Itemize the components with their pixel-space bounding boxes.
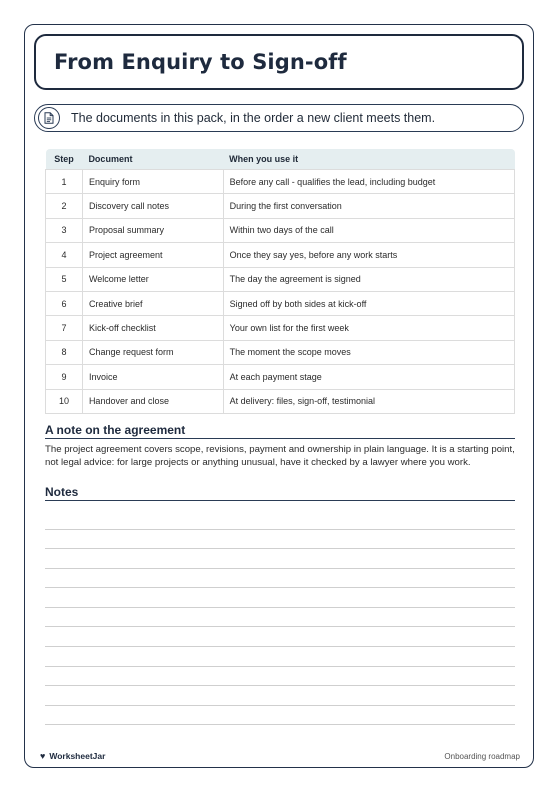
- step-number: 3: [46, 218, 83, 242]
- document-name: Enquiry form: [82, 170, 223, 194]
- document-name: Welcome letter: [82, 267, 223, 291]
- heart-icon: ♥: [40, 751, 46, 761]
- column-header-document: Document: [82, 149, 223, 170]
- usage-timing: The day the agreement is signed: [223, 267, 514, 291]
- note-line: [45, 548, 515, 549]
- note-line: [45, 666, 515, 667]
- usage-timing: The moment the scope moves: [223, 340, 514, 364]
- step-number: 9: [46, 365, 83, 389]
- notes-heading: Notes: [45, 485, 515, 501]
- table-row: [46, 267, 515, 291]
- step-number: 6: [46, 291, 83, 315]
- usage-timing: At each payment stage: [223, 365, 514, 389]
- usage-timing: Before any call - qualifies the lead, including budget: [223, 170, 514, 194]
- note-line: [45, 568, 515, 569]
- document-name: Project agreement: [82, 243, 223, 267]
- step-number: 4: [46, 243, 83, 267]
- usage-timing: Within two days of the call: [223, 218, 514, 242]
- note-line: [45, 607, 515, 608]
- column-header-when: When you use it: [223, 149, 514, 170]
- note-line: [45, 529, 515, 530]
- footer-brand: [40, 751, 105, 761]
- step-number: 8: [46, 340, 83, 364]
- step-number: 1: [46, 170, 83, 194]
- document-name: Proposal summary: [82, 218, 223, 242]
- usage-timing: Once they say yes, before any work starts: [223, 243, 514, 267]
- usage-timing: Your own list for the first week: [223, 316, 514, 340]
- table-row: [46, 316, 515, 340]
- documents-table: [45, 149, 515, 414]
- note-line: [45, 587, 515, 588]
- title-banner: [34, 34, 524, 90]
- table-row: [46, 365, 515, 389]
- table-row: [46, 340, 515, 364]
- document-name: Change request form: [82, 340, 223, 364]
- intro-text: The documents in this pack, in the order a new client meets them.: [71, 111, 436, 125]
- note-line: [45, 646, 515, 647]
- note-line: [45, 685, 515, 686]
- note-line: [45, 705, 515, 706]
- agreement-note-text: The project agreement covers scope, revisions, payment and ownership in plain language. It is a starting point, not legal advice: for large projects or anything unusual, have it checked by a lawyer where you work.: [45, 444, 515, 468]
- usage-timing: Signed off by both sides at kick-off: [223, 291, 514, 315]
- step-number: 5: [46, 267, 83, 291]
- step-number: 2: [46, 194, 83, 218]
- table-row: [46, 170, 515, 194]
- agreement-note-heading: A note on the agreement: [45, 423, 515, 439]
- step-number: 7: [46, 316, 83, 340]
- note-line: [45, 626, 515, 627]
- table-row: [46, 243, 515, 267]
- table-row: [46, 291, 515, 315]
- document-name: Kick-off checklist: [82, 316, 223, 340]
- footer-label: Onboarding roadmap: [444, 752, 520, 761]
- document-name: Invoice: [82, 365, 223, 389]
- document-icon: [38, 107, 60, 129]
- usage-timing: At delivery: files, sign-off, testimonial: [223, 389, 514, 413]
- step-number: 10: [46, 389, 83, 413]
- document-name: Handover and close: [82, 389, 223, 413]
- document-name: Discovery call notes: [82, 194, 223, 218]
- table-row: [46, 194, 515, 218]
- table-row: [46, 389, 515, 413]
- usage-timing: During the first conversation: [223, 194, 514, 218]
- table-header-row: [46, 149, 515, 170]
- brand-name: WorksheetJar: [49, 751, 106, 761]
- column-header-step: Step: [46, 149, 83, 170]
- document-name: Creative brief: [82, 291, 223, 315]
- note-line: [45, 724, 515, 725]
- table-row: [46, 218, 515, 242]
- page-title: From Enquiry to Sign-off: [54, 50, 347, 74]
- intro-banner: [34, 104, 524, 132]
